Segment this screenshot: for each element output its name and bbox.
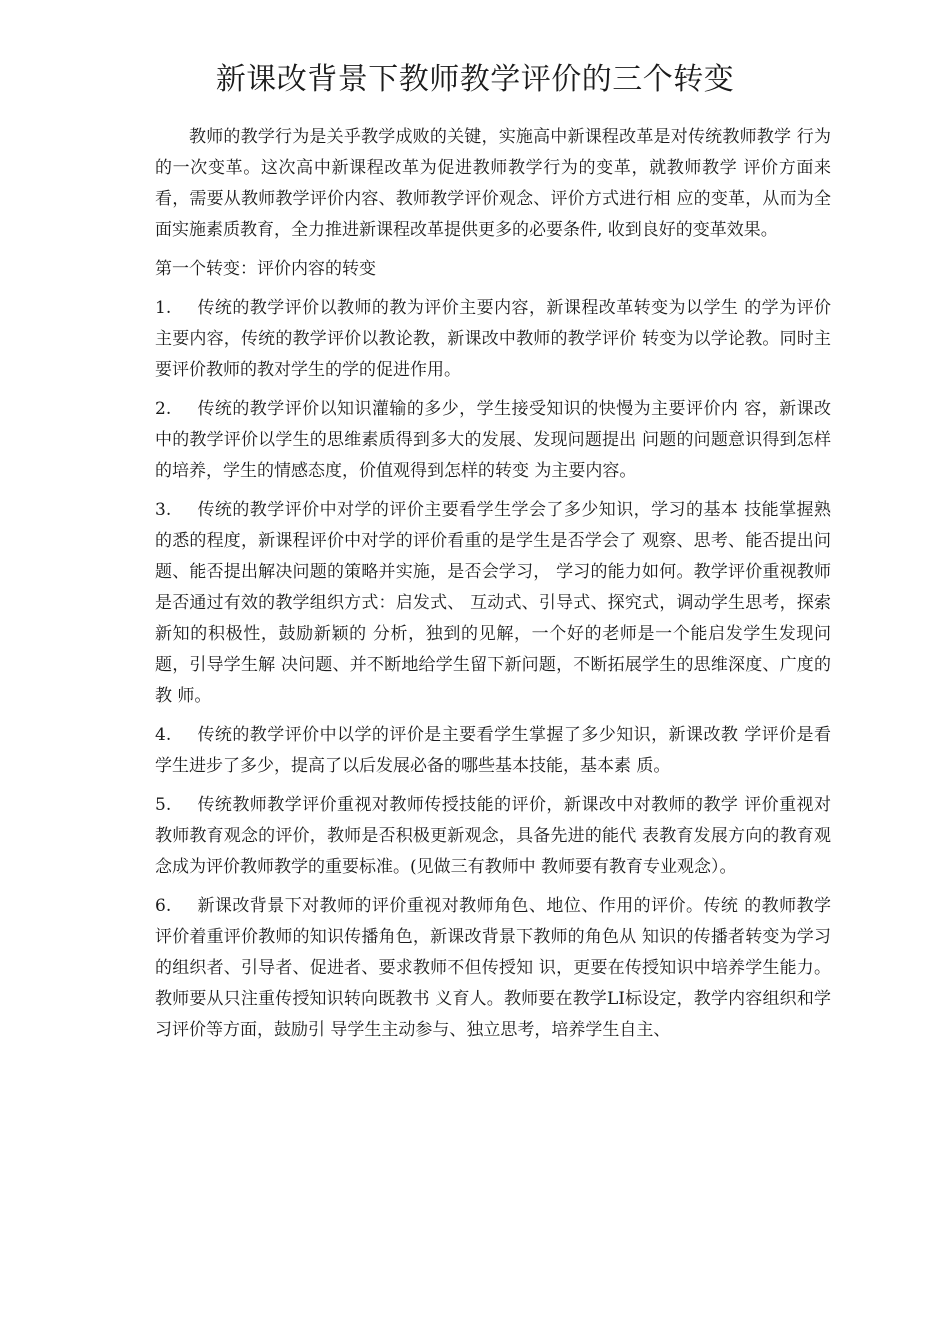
item-number: 4. <box>155 725 172 745</box>
list-item-2 <box>155 394 831 487</box>
list-item-6 <box>155 891 831 1046</box>
section-heading: 第一个转变：评价内容的转变 <box>155 259 376 279</box>
item-text: 传统的教学评价以教师的教为评价主要内容，新课程改革转变为以学生 的学为评价主要内容，传统的教学评价以教论教，新课改中教师的教学评价 转变为以学论教。同时主要评价教师的教对学生的学的促进作用。 <box>155 298 831 380</box>
document-title: 新课改背景下教师教学评价的三个转变 <box>215 62 735 97</box>
list-item-4 <box>155 720 831 782</box>
list-item-3 <box>155 495 831 712</box>
item-text: 传统教师教学评价重视对教师传授技能的评价，新课改中对教师的教学 评价重视对教师教育观念的评价，教师是否积极更新观念，具备先进的能代 表教育发展方向的教育观念成为评价教师教学的重要标准。(见做三有教师中 教师要有教育专业观念）。 <box>155 795 831 877</box>
list-item-1 <box>155 293 831 386</box>
item-number: 6. <box>155 896 172 916</box>
list-item-5 <box>155 790 831 883</box>
item-number: 5. <box>155 795 172 815</box>
item-number: 2. <box>155 399 172 419</box>
item-number: 3. <box>155 500 172 520</box>
item-text: 传统的教学评价中以学的评价是主要看学生掌握了多少知识，新课改教 学评价是看学生进步了多少，提高了以后发展必备的哪些基本技能，基本素 质。 <box>155 725 831 776</box>
document-body <box>155 122 831 1054</box>
item-text: 传统的教学评价以知识灌输的多少，学生接受知识的快慢为主要评价内 容，新课改中的教学评价以学生的思维素质得到多大的发展、发现问题提出 问题的问题意识得到怎样的培养，学生的情感态度，价值观得到怎样的转变 为主要内容。 <box>155 399 831 481</box>
intro-paragraph: 教师的教学行为是关乎教学成败的关键，实施高中新课程改革是对传统教师教学 行为的一次变革。这次高中新课程改革为促进教师教学行为的变革，就教师教学 评价方面来看，需要从教师教学评价内容、教师教学评价观念、评价方式进行相 应的变革，从而为全面实施素质教育，全力推进新课程改革提供更多的必要条件, 收到良好的变革效果。 <box>155 127 831 240</box>
item-text: 传统的教学评价中对学的评价主要看学生学会了多少知识，学习的基本 技能掌握熟的悉的程度，新课程评价中对学的评价看重的是学生是否学会了 观察、思考、能否提出问题、能否提出解决问题的策略并实施，是否会学习， 学习的能力如何。教学评价重视教师是否通过有效的教学组织方式：启发式、 互动式、引导式、探究式，调动学生思考，探索新知的积极性，鼓励新颖的 分析，独到的见解，一个好的老师是一个能启发学生发现问题，引导学生解 决问题、并不断地给学生留下新问题，不断拓展学生的思维深度、广度的教 师。 <box>155 500 831 706</box>
item-text: 新课改背景下对教师的评价重视对教师角色、地位、作用的评价。传统 的教师教学评价着重评价教师的知识传播角色，新课改背景下教师的角色从 知识的传播者转变为学习的组织者、引导者、促进者、要求教师不但传授知 识，更要在传授知识中培养学生能力。教师要从只注重传授知识转向既教书 义育人。教师要在教学LI标设定，教学内容组织和学习评价等方面，鼓励引 导学生主动参与、独立思考，培养学生自主、 <box>155 896 831 1040</box>
item-number: 1. <box>155 298 172 318</box>
